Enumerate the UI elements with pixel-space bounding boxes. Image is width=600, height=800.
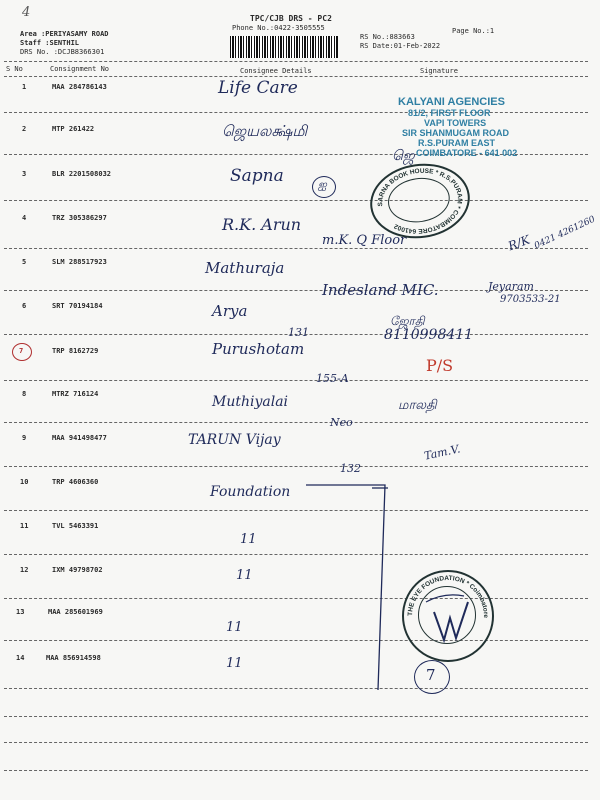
drs-number: DRS No. :DCJB8366301	[20, 48, 105, 56]
phone-number: Phone No.:0422-3505555	[232, 24, 325, 32]
stamp-line: SIR SHANMUGAM ROAD	[402, 128, 509, 138]
row-4-signature: R/K	[506, 232, 532, 254]
row-1-sno: 1	[22, 83, 27, 91]
row-divider	[4, 598, 588, 599]
row-3-consignee: Sapna	[230, 166, 284, 186]
row-12-consignment: IXM 49798702	[52, 566, 103, 574]
row-6-consignment: SRT 70194184	[52, 302, 103, 310]
row-7-ps-mark: P/S	[426, 356, 454, 375]
row-divider	[4, 248, 588, 249]
row-8-note: 155-A	[316, 372, 349, 385]
doc-title: TPC/CJB DRS - PC2	[250, 14, 332, 23]
row-divider	[4, 640, 588, 641]
staff-label: Staff :SENTHIL	[20, 39, 80, 47]
row-9-signature: Tam.V.	[423, 442, 462, 463]
row-5-sno: 5	[22, 258, 27, 266]
row-10-consignment: TRP 4606360	[52, 478, 99, 486]
row-4-consignment: TRZ 305386297	[52, 214, 107, 222]
kalyani-stamp	[398, 96, 517, 158]
row-6-signature: ஜோதி	[390, 314, 425, 328]
corner-mark: 4	[22, 5, 31, 20]
row-2-signature: ஜெ	[392, 148, 415, 164]
rs-date: RS Date:01-Feb-2022	[360, 42, 441, 50]
row-10-sno: 10	[20, 478, 29, 486]
sarna-seal	[365, 157, 474, 244]
row-12-consignee: 11	[236, 568, 253, 583]
area-label: Area :PERIYASAMY ROAD	[20, 30, 109, 38]
row-divider	[4, 422, 588, 423]
row-divider	[4, 554, 588, 555]
row-8-consignee: Muthiyalai	[212, 394, 289, 410]
row-13-consignment: MAA 285601969	[48, 608, 103, 616]
row-10-consignee: Foundation	[210, 484, 291, 500]
row-1-consignment: MAA 284786143	[52, 83, 107, 91]
row-5-signature: Jeyaram	[488, 280, 534, 293]
blank-line	[4, 716, 588, 717]
row-8-sno: 8	[22, 390, 27, 398]
row-4-address: m.K. Q Floor	[322, 233, 407, 248]
row-11-consignment: TVL 5463391	[52, 522, 99, 530]
row-2-consignment: MTP 261422	[52, 125, 95, 133]
row-3-consignment: BLR 2201508032	[52, 170, 112, 178]
eye-foundation-seal	[402, 570, 494, 662]
row-6-sno: 6	[22, 302, 27, 310]
signature-scribble	[404, 572, 492, 660]
svg-text:SARNA BOOK HOUSE * R.S.PURAM *: SARNA BOOK HOUSE * R.S.PURAM * COIMBATORE 641002	[377, 167, 463, 235]
blank-line	[4, 742, 588, 743]
svg-text:THE EYE FOUNDATION * Coimbator: THE EYE FOUNDATION * Coimbatore	[406, 574, 490, 619]
blank-line	[4, 770, 588, 771]
row-divider	[4, 380, 588, 381]
stamp-line: COIMBATORE - 641 002	[416, 148, 518, 158]
row-2-sno: 2	[22, 125, 27, 133]
row-5-consignee: Mathuraja	[205, 259, 285, 277]
row-14-sno: 14	[16, 654, 25, 662]
barcode	[230, 36, 338, 58]
stamp-line: R.S.PURAM EAST	[418, 138, 496, 148]
row-14-consignment: MAA 856914598	[46, 654, 101, 662]
row-8-consignment: MTRZ 716124	[52, 390, 99, 398]
row-11-consignee: 11	[240, 532, 257, 547]
row-14-circle-mark: 7	[426, 666, 436, 684]
row-3-sno: 3	[22, 170, 27, 178]
col-sno: S No	[6, 65, 23, 73]
col-consignment: Consignment No	[50, 65, 110, 73]
row-14-consignee: 11	[226, 656, 243, 671]
row-13-sno: 13	[16, 608, 25, 616]
row-13-consignee: 11	[226, 620, 243, 635]
stamp-line: 81/2, FIRST FLOOR	[408, 108, 491, 118]
row-divider	[4, 688, 588, 689]
row-9-consignee: TARUN Vijay	[188, 432, 281, 448]
row-5-phone: 9703533-21	[500, 294, 561, 305]
row-2-consignee: ஜெயலக்ஷ்மி	[222, 122, 308, 140]
row-4-phone: 0421 4261260	[532, 214, 597, 252]
stamp-line: VAPI TOWERS	[424, 118, 487, 128]
row-divider	[4, 200, 588, 201]
row-divider	[4, 466, 588, 467]
row-5-company: Indesland MIC.	[322, 281, 439, 299]
stamp-line: KALYANI AGENCIES	[398, 96, 505, 108]
row-4-sno: 4	[22, 214, 27, 222]
row-7-sno: 7	[19, 347, 24, 355]
page-number: Page No.:1	[452, 27, 495, 35]
col-signature: Signature	[420, 67, 458, 75]
row-11-sno: 11	[20, 522, 29, 530]
row-4-consignee: R.K. Arun	[222, 215, 302, 234]
row-6-note: 131	[288, 326, 309, 339]
row-8-signature: மாலதி	[398, 398, 437, 413]
row-9-note: Neo	[330, 416, 353, 429]
row-5-consignment: SLM 288517923	[52, 258, 107, 266]
row-9-consignment: MAA 941498477	[52, 434, 107, 442]
row-9-sno: 9	[22, 434, 27, 442]
row-6-consignee: Arya	[212, 302, 248, 320]
seal-arc-text	[368, 160, 473, 243]
row-7-consignment: TRP 8162729	[52, 347, 99, 355]
row-1-consignee: Life Care	[218, 78, 298, 98]
row-divider	[4, 510, 588, 511]
row-3-circle-mark: ஐ	[318, 178, 327, 191]
row-6-phone: 8110998411	[384, 327, 474, 343]
header-top-rule	[4, 61, 588, 62]
col-consignee: Consignee Details	[240, 67, 312, 75]
rs-number: RS No.:883663	[360, 33, 415, 41]
row-10-note: 132	[340, 462, 361, 475]
row-12-sno: 12	[20, 566, 29, 574]
row-7-consignee: Purushotam	[212, 340, 305, 358]
header-bottom-rule	[4, 76, 588, 77]
